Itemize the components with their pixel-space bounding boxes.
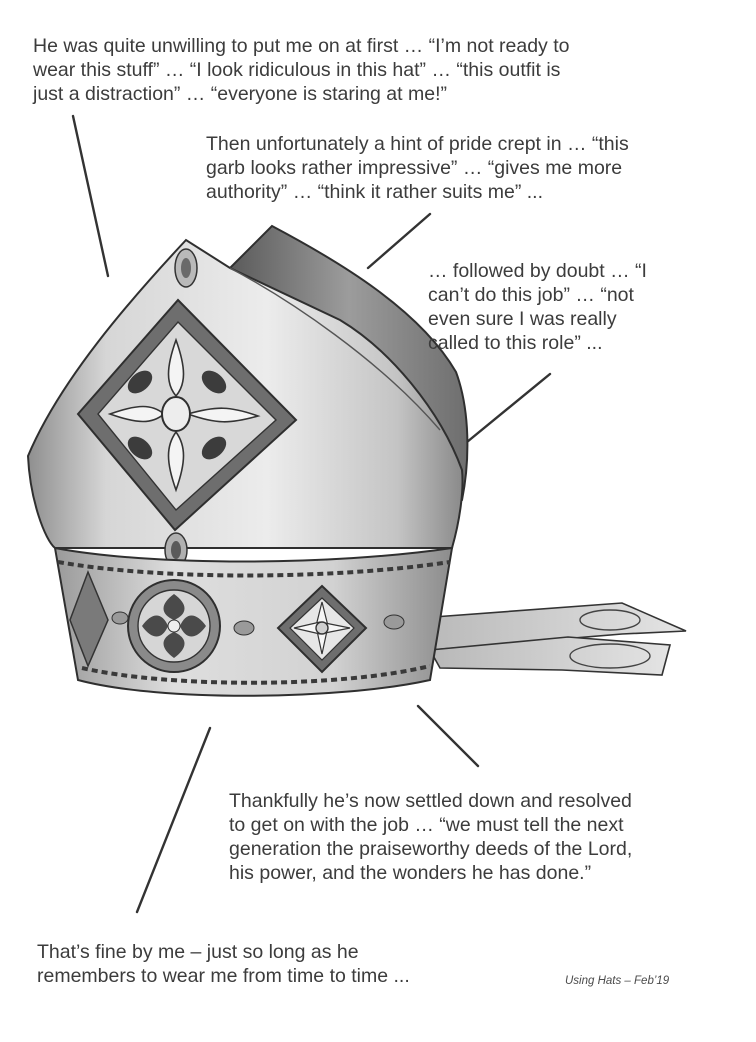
pointer-line-settled	[418, 706, 478, 766]
pointer-line-pride	[368, 214, 430, 268]
mitre-front-panel	[28, 240, 463, 567]
pointer-line-first	[73, 116, 108, 276]
signature: Using Hats – Feb’19	[565, 975, 670, 987]
mitre-band	[55, 548, 452, 696]
mitre-lappets	[420, 603, 686, 675]
caption-closing: That’s fine by me – just so long as he remembers to wear me from time to time ...	[37, 941, 410, 987]
caption-settled: Thankfully he’s now settled down and resolved to get on with the job … “we must tell the next generation the praiseworthy deeds of the Lord, his power, and the wonders he has done.”	[229, 790, 633, 884]
caption-doubt: … followed by doubt … “I can’t do this job” … “not even sure I was really called to this role” ...	[428, 260, 647, 354]
caption-unwilling: He was quite unwilling to put me on at first … “I’m not ready to wear this stuff” … “I look ridiculous in this hat” … “this outfit is just a distraction” … “everyone is staring at me!”	[33, 35, 570, 105]
pointer-line-closing	[137, 728, 210, 912]
pointer-line-doubt	[467, 374, 550, 442]
caption-pride: Then unfortunately a hint of pride crept in … “this garb looks rather impressive” … “gives me more authority” … “think it rather suits me” ...	[206, 133, 629, 203]
